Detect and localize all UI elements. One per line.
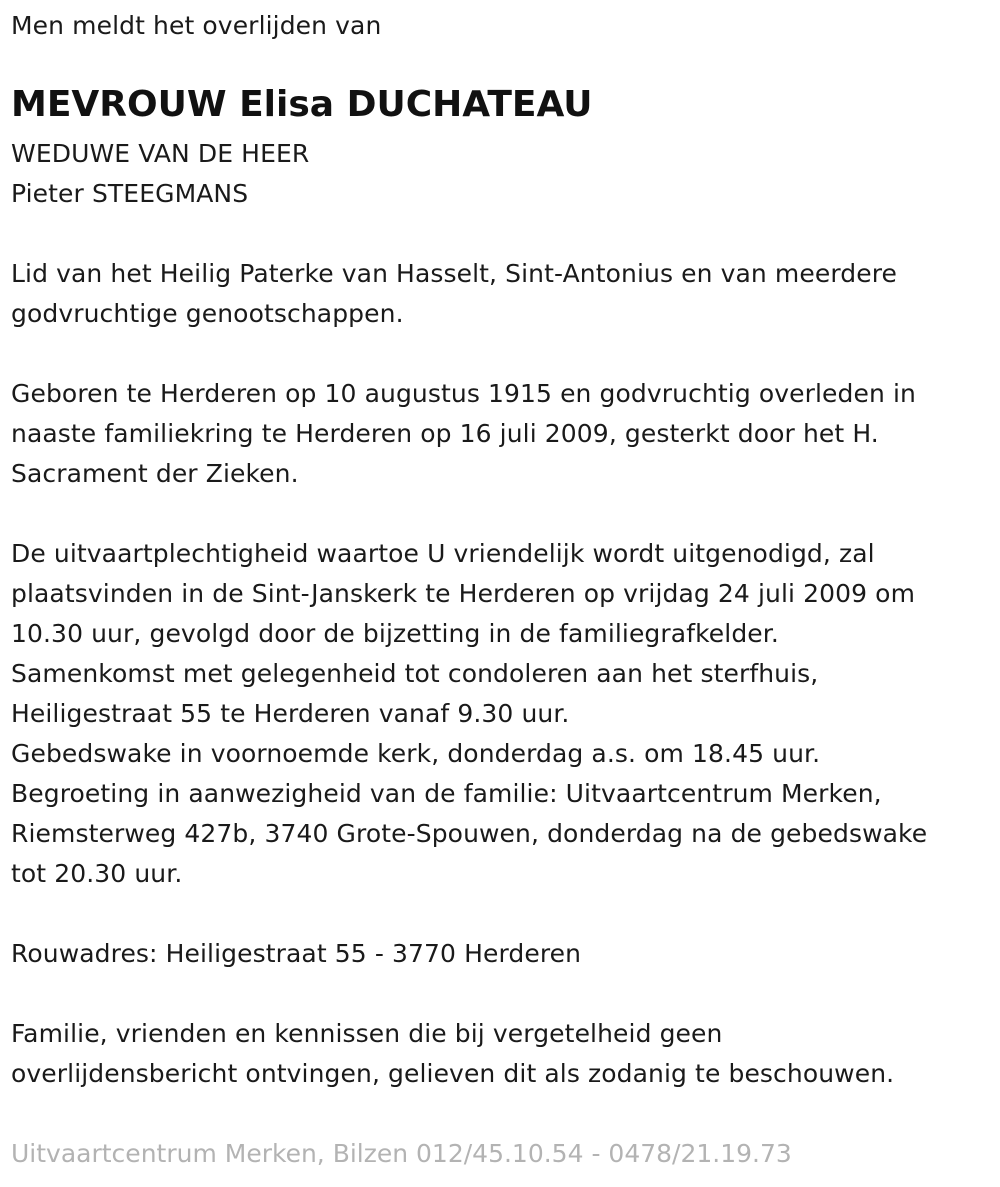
paragraph-line: tot 20.30 uur. <box>11 859 183 888</box>
mourning-address <box>11 934 581 974</box>
birth-death-paragraph <box>11 374 916 494</box>
paragraph-line: Heiligestraat 55 te Herderen vanaf 9.30 uur. <box>11 699 570 728</box>
paragraph-line: 10.30 uur, gevolgd door de bijzetting in de familiegrafkelder. <box>11 619 779 648</box>
paragraph-line: Samenkomst met gelegenheid tot condoleren aan het sterfhuis, <box>11 659 819 688</box>
paragraph-line: Begroeting in aanwezigheid van de familie: Uitvaartcentrum Merken, <box>11 779 882 808</box>
paragraph-line: Familie, vrienden en kennissen die bij vergetelheid geen <box>11 1019 723 1048</box>
spouse-line: Pieter STEEGMANS <box>11 179 249 208</box>
paragraph-line: godvruchtige genootschappen. <box>11 299 404 328</box>
paragraph-line: Gebedswake in voornoemde kerk, donderdag a.s. om 18.45 uur. <box>11 739 821 768</box>
paragraph-line: Riemsterweg 427b, 3740 Grote-Spouwen, donderdag na de gebedswake <box>11 819 928 848</box>
paragraph-line: overlijdensbericht ontvingen, gelieven dit als zodanig te beschouwen. <box>11 1059 895 1088</box>
paragraph-line: Lid van het Heilig Paterke van Hasselt, Sint-Antonius en van meerdere <box>11 259 898 288</box>
funeral-paragraph <box>11 534 927 894</box>
deceased-name: MEVROUW Elisa DUCHATEAU <box>11 84 593 125</box>
paragraph-line: Geboren te Herderen op 10 augustus 1915 en godvruchtig overleden in <box>11 379 916 408</box>
family-note-paragraph <box>11 1014 894 1094</box>
spouse-line: WEDUWE VAN DE HEER <box>11 139 310 168</box>
paragraph-line: plaatsvinden in de Sint-Janskerk te Herderen op vrijdag 24 juli 2009 om <box>11 579 916 608</box>
mourning-address-line: Rouwadres: Heiligestraat 55 - 3770 Herderen <box>11 939 582 968</box>
membership-paragraph <box>11 254 897 334</box>
paragraph-line: naaste familiekring te Herderen op 16 juli 2009, gesterkt door het H. <box>11 419 879 448</box>
paragraph-line: De uitvaartplechtigheid waartoe U vriendelijk wordt uitgenodigd, zal <box>11 539 875 568</box>
spouse-block <box>11 134 309 214</box>
paragraph-line: Sacrament der Zieken. <box>11 459 299 488</box>
funeral-home-footer: Uitvaartcentrum Merken, Bilzen 012/45.10.54 - 0478/21.19.73 <box>11 1139 792 1168</box>
intro-text: Men meldt het overlijden van <box>11 11 382 40</box>
